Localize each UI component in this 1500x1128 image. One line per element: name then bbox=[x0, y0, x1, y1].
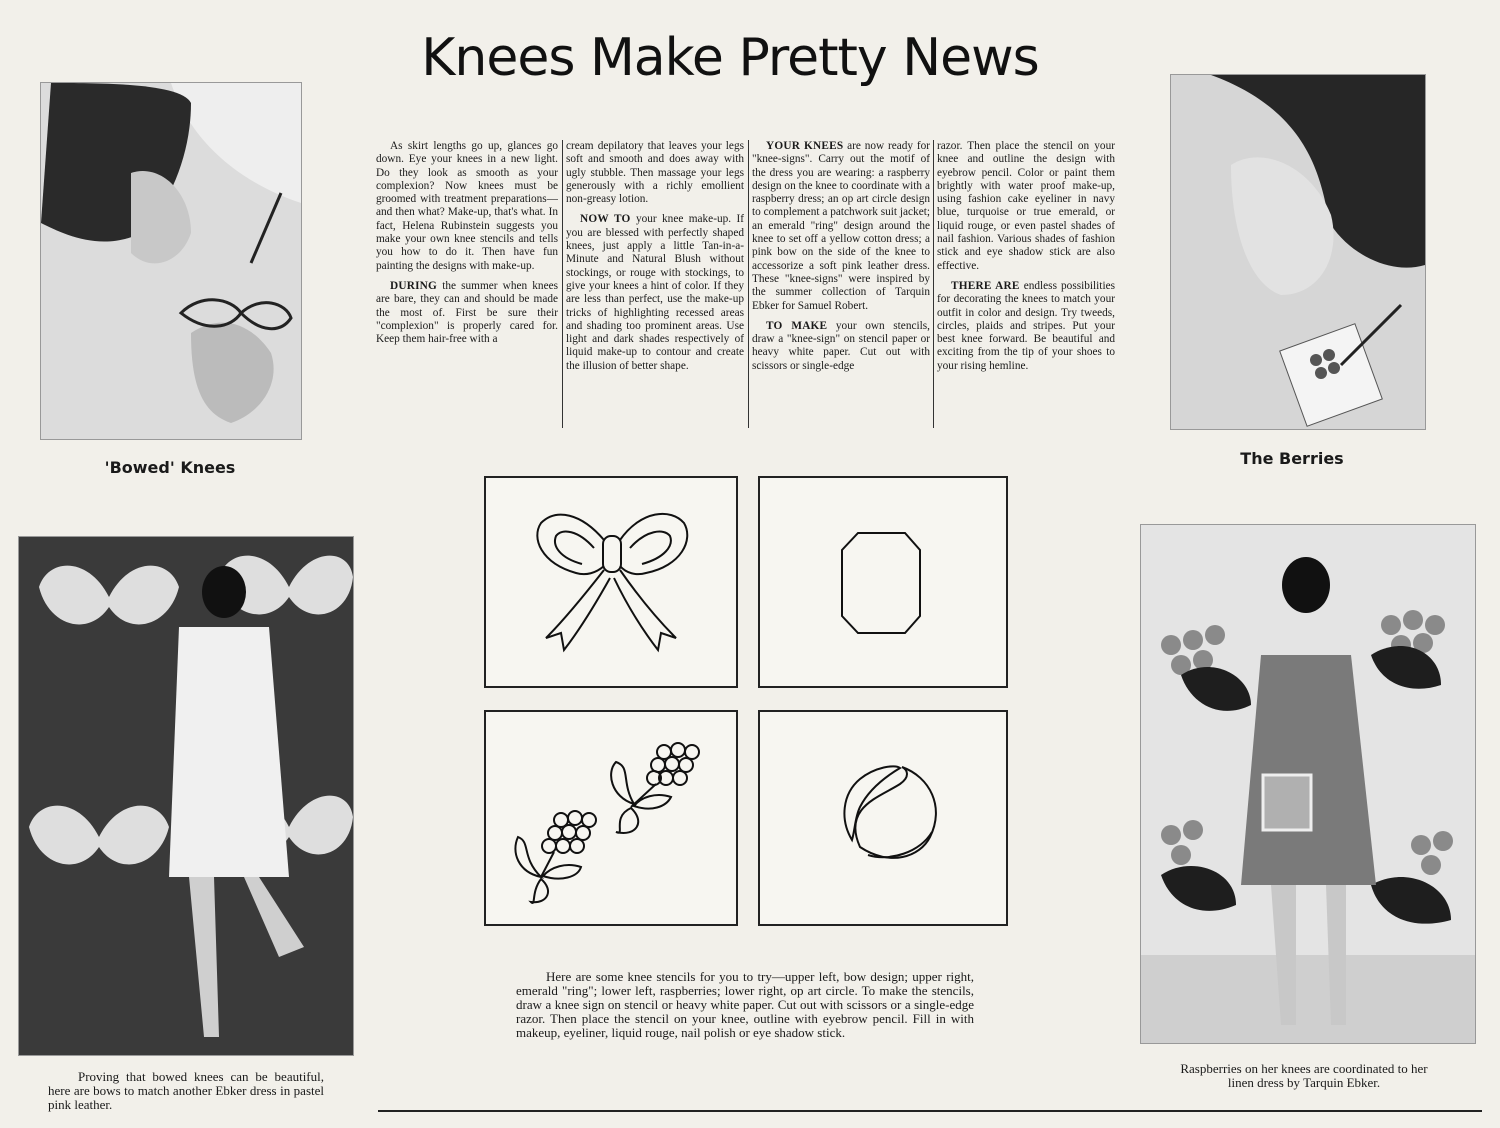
bottom-rule bbox=[378, 1110, 1482, 1112]
article-lead-in: YOUR KNEES bbox=[766, 140, 844, 152]
photo-model-raspberry-dress bbox=[1140, 524, 1476, 1044]
page-title: Knees Make Pretty News bbox=[421, 28, 1039, 88]
article-column-4 bbox=[937, 140, 1115, 432]
article-paragraph: razor. Then place the stencil on your knee and outline the design with eyebrow pencil. Color or paint them brightly with water proof make-up, using fashion cake eyeliner in navy blue, turquoise or true emerald, or liquid rouge, or even pastel shades of nail fashion. Various shades of fashion stick and eye shadow stick are also effective. bbox=[937, 140, 1115, 272]
article-column-3 bbox=[752, 140, 930, 432]
column-divider bbox=[748, 140, 749, 428]
article-text: endless possibilities for decorating the knees to match your outfit in color and design. Try tweeds, circles, plaids and stripes. Put your best knee forward. Be beautiful and exciting from the tip of your shoes to your rising hemline. bbox=[937, 279, 1115, 372]
op-art-circle-stencil-icon bbox=[760, 712, 1006, 924]
stencil-bow bbox=[484, 476, 738, 688]
article-lead-in: DURING bbox=[390, 279, 438, 292]
article-text: your own stencils, draw a "knee-sign" on stencil paper or heavy white paper. Cut out with scissors or single-edge bbox=[752, 319, 930, 372]
article-paragraph bbox=[376, 280, 558, 346]
raspberries-stencil-icon bbox=[486, 712, 736, 924]
photo-model-with-bows bbox=[18, 536, 354, 1056]
octagon-ring-stencil-icon bbox=[760, 478, 1006, 686]
model-raspberry-dress-image bbox=[1141, 525, 1475, 1043]
article-paragraph bbox=[752, 140, 930, 313]
caption-bowed-knees-beautiful: Proving that bowed knees can be beautiful, here are bows to match another Ebker dress in pastel pink leather. bbox=[48, 1069, 324, 1112]
woman-with-berry-stencil-image bbox=[1171, 75, 1425, 429]
stencil-raspberries bbox=[484, 710, 738, 926]
caption-the-berries: The Berries bbox=[1240, 449, 1344, 468]
bow-stencil-icon bbox=[486, 478, 736, 686]
photo-the-berries bbox=[1170, 74, 1426, 430]
article-lead-in: THERE ARE bbox=[951, 279, 1020, 292]
article-text: the summer when knees are bare, they can and should be made the most of. First be sure their "complexion" is properly cared for. Keep them hair-free with a bbox=[376, 279, 558, 346]
caption-stencils: Here are some knee stencils for you to try—upper left, bow design; upper right, emerald "ring"; lower left, raspberries; lower right, op art circle. To make the stencils, draw a knee sign on stencil or heavy white paper. Cut out with scissors or a single-edge razor. Then place the stencil on your knee, outline with eyebrow pencil. Fill in with makeup, eyeliner, liquid rouge, nail polish or eye shadow stick. bbox=[516, 969, 974, 1040]
caption-bowed-knees: 'Bowed' Knees bbox=[104, 458, 236, 477]
stencil-emerald-ring bbox=[758, 476, 1008, 688]
model-with-bows-image bbox=[19, 537, 353, 1055]
article-column-1 bbox=[376, 140, 558, 432]
photo-bowed-knees bbox=[40, 82, 302, 440]
article-paragraph: As skirt lengths go up, glances go down. Eye your knees in a new light. Do they look as smooth as your complexion? Now knees must be groomed with treatment preparations—and then what? Make-up, that's what. In fact, Helena Rubinstein suggests you make your own knee stencils and tells you how to do it. Then have fun painting the designs with make-up. bbox=[376, 140, 558, 272]
woman-painting-bow-image bbox=[41, 83, 301, 439]
article-column-2 bbox=[566, 140, 744, 432]
stencil-op-art-circle bbox=[758, 710, 1008, 926]
column-divider bbox=[562, 140, 563, 428]
article-text: your knee make-up. If you are blessed with perfectly shaped knees, just apply a little Tan-in-a-Minute and Natural Blush without stockings, or rouge with stockings, to give your knees a hint of color. If they are less than perfect, use the make-up tricks of highlighting recessed areas and shading too prominent areas. Use light and dark shades respectively of liquid make-up to contour and create the illusion of better shape. bbox=[566, 213, 744, 372]
article-paragraph: cream depilatory that leaves your legs soft and smooth and does away with ugly stubble. Then massage your legs generously with a richly emollient non-greasy lotion. bbox=[566, 140, 744, 206]
article-lead-in: NOW TO bbox=[580, 213, 631, 226]
article-paragraph bbox=[752, 320, 930, 373]
caption-raspberries-on-knees: Raspberries on her knees are coordinated to her linen dress by Tarquin Ebker. bbox=[1180, 1061, 1428, 1090]
article-paragraph bbox=[937, 280, 1115, 373]
article-text: are now ready for "knee-signs". Carry out the motif of the dress you are wearing: a raspberry design on the knee to coordinate with a raspberry dress; an op art circle design to complement a patchwork suit jacket; an emerald "ring" design around the knee to set off a yellow cotton dress; a pink bow on the side of the knee to accessorize a soft pink leather dress. These "knee-signs" were inspired by the summer collection of Tarquin Ebker for Samuel Robert. bbox=[752, 140, 930, 312]
article-lead-in: TO MAKE bbox=[766, 319, 828, 332]
column-divider bbox=[933, 140, 934, 428]
article-paragraph bbox=[566, 213, 744, 373]
